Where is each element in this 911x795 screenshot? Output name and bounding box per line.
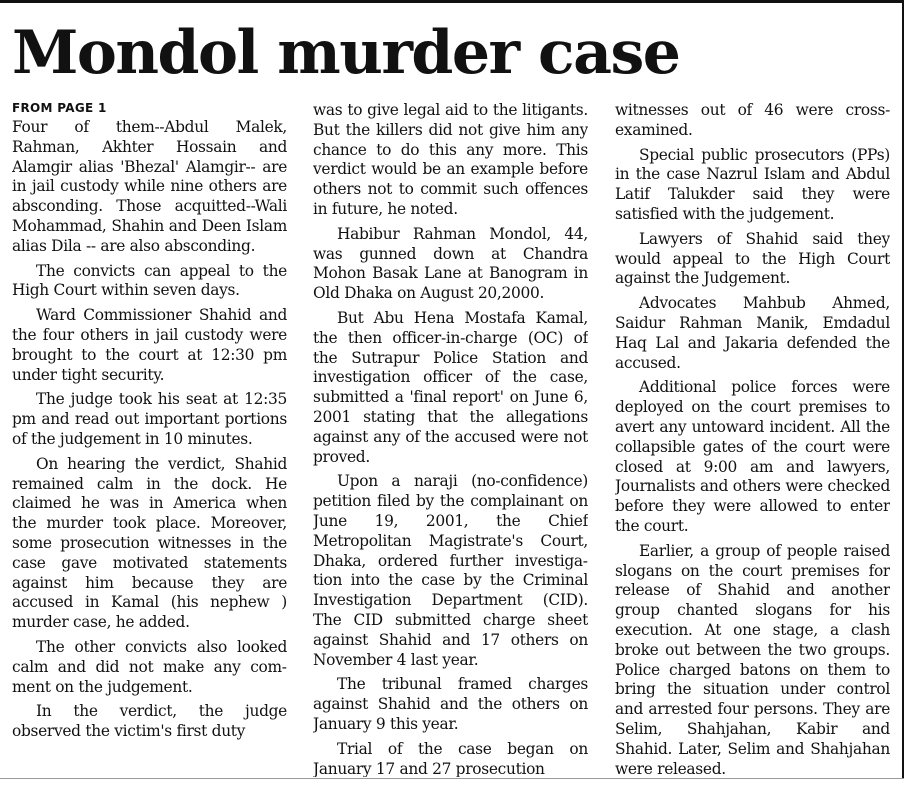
paragraph: The judge took his seat at 12:35 pm and read out important portions of the judgement in 10 minutes. bbox=[12, 390, 287, 448]
paragraph: Advocates Mahbub Ahmed, Saidur Rahman Manik, Emdadul Haq Lal and Jakaria defended the accused. bbox=[615, 294, 890, 372]
paragraph: Four of them--Abdul Malek, Rahman, Akhter Hossain and Alamgir alias 'Bhezal' Alamgir-- are in jail custody while nine others are absconding. Those acquitted--Wali Mohammad, Shahin and Deen Islam alias Dila -- are also absconding. bbox=[12, 118, 287, 255]
paragraph: Special public prosecutors (PPs) in the case Nazrul Islam and Abdul Latif Talukder said they were satisfied with the judgement. bbox=[615, 145, 890, 223]
kicker-from-page-1: FROM PAGE 1 bbox=[12, 101, 107, 115]
paragraph: Trial of the case began on January 17 and 27 prosecution bbox=[313, 739, 588, 777]
column-2 bbox=[313, 101, 588, 777]
paragraph: witnesses out of 46 were cross-examined. bbox=[615, 101, 890, 139]
headline: Mondol murder case bbox=[12, 18, 680, 88]
paragraph: But Abu Hena Mostafa Kamal, the then officer-in-charge (OC) of the Sutrapur Police Station and investigation officer of the case, submitted a 'final report' on June 6, 2001 stating that the allegations against any of the accused were not proved. bbox=[313, 308, 588, 466]
paragraph: In the verdict, the judge observed the victim's first duty bbox=[12, 702, 287, 741]
paragraph: The other convicts also looked calm and did not make any comment on the judgement. bbox=[12, 637, 287, 696]
paragraph: Lawyers of Shahid said they would appeal to the High Court against the Judgement. bbox=[615, 229, 890, 288]
paragraph: was to give legal aid to the litigants. But the killers did not give him any chance to do this any more. This verdict would be an example before others not to commit such offences in future, he noted. bbox=[313, 101, 588, 218]
paragraph: Earlier, a group of people raised slogans on the court premises for release of Shahid and another group chanted slogans for his execution. At one stage, a clash broke out between the two groups. Police charged batons on them to bring the situation under control and arrested four persons. They are Selim, Shahjahan, Kabir and Shahid. Later, Selim and Shahjahan were released. bbox=[615, 541, 890, 777]
paragraph: Upon a naraji (no-confidence) petition filed by the complainant on June 19, 2001, the Chief Metropolitan Magistrate's Court, Dhaka, ordered further investigation into the case by the Criminal Investigation Department (CID). The CID submitted charge sheet against Shahid and 17 others on November 4 last year. bbox=[313, 472, 588, 669]
right-rule bbox=[902, 0, 904, 778]
paragraph: The convicts can appeal to the High Court within seven days. bbox=[12, 261, 287, 300]
paragraph: On hearing the verdict, Shahid remained calm in the dock. He claimed he was in America when the murder took place. Moreover, some prosecution witnesses in the case gave motivated statements against him because they are accused in Kamal (his nephew ) murder case, he added. bbox=[12, 454, 287, 632]
column-3 bbox=[615, 101, 890, 777]
column-1 bbox=[12, 101, 287, 777]
top-rule bbox=[0, 0, 902, 3]
paragraph: Additional police forces were deployed on the court premises to avert any untoward incident. All the collapsible gates of the court were closed at 9:00 am and lawyers, Journalists and others were checked before they were allowed to enter the court. bbox=[615, 378, 890, 535]
paragraph: Ward Commissioner Shahid and the four others in jail custody were brought to the court at 12:30 pm under tight security. bbox=[12, 306, 287, 384]
paragraph: Habibur Rahman Mondol, 44, was gunned down at Chandra Mohon Basak Lane at Banogram in Old Dhaka on August 20,2000. bbox=[313, 224, 588, 303]
bottom-rule bbox=[0, 778, 904, 779]
paragraph: The tribunal framed charges against Shahid and the others on January 9 this year. bbox=[313, 675, 588, 733]
